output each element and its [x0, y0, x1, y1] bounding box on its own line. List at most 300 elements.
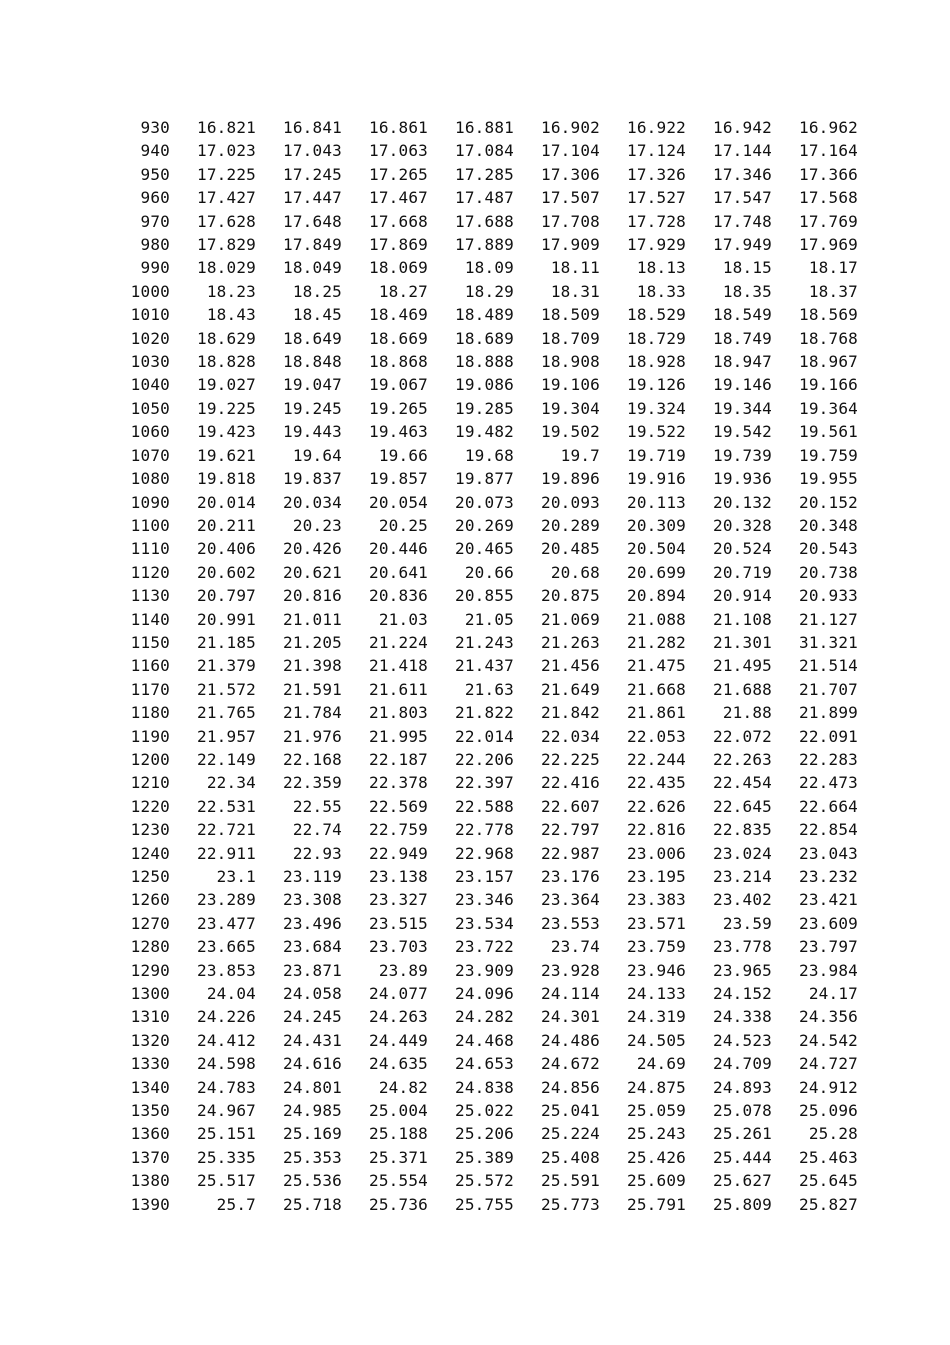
- value-cell: 18.29: [464, 281, 514, 301]
- value-cell: 18.709: [541, 328, 600, 348]
- value-cell: 21.803: [369, 703, 428, 723]
- value-cell: 20.034: [283, 492, 342, 512]
- value-cell: 16.962: [799, 118, 858, 137]
- value-cell: 24.69: [636, 1054, 686, 1074]
- value-cell: 17.728: [627, 211, 686, 231]
- value-cell: 18.27: [378, 281, 428, 301]
- value-cell: 25.609: [627, 1171, 686, 1191]
- value-cell: 23.665: [197, 937, 256, 957]
- value-cell: 23.327: [369, 890, 428, 910]
- value-cell: 20.894: [627, 586, 686, 606]
- row-key-cell: 1130: [130, 586, 170, 606]
- value-cell: 24.523: [713, 1030, 772, 1050]
- value-cell: 19.877: [455, 469, 514, 489]
- row-key-cell: 1050: [130, 398, 170, 418]
- row-key-cell: 1360: [130, 1124, 170, 1144]
- value-cell: 19.086: [455, 375, 514, 395]
- value-cell: 16.841: [283, 118, 342, 137]
- value-cell: 24.338: [713, 1007, 772, 1027]
- value-cell: 22.244: [627, 749, 686, 769]
- value-cell: 17.306: [541, 164, 600, 184]
- value-cell: 22.74: [292, 820, 342, 840]
- value-cell: 17.164: [799, 141, 858, 161]
- value-cell: 20.152: [799, 492, 858, 512]
- value-cell: 22.759: [369, 820, 428, 840]
- value-cell: 22.911: [197, 843, 256, 863]
- value-cell: 23.157: [455, 867, 514, 886]
- value-cell: 25.517: [197, 1171, 256, 1191]
- value-cell: 18.11: [550, 258, 600, 278]
- value-cell: 22.053: [627, 726, 686, 746]
- value-cell: 22.987: [541, 843, 600, 863]
- value-cell: 18.049: [283, 258, 342, 278]
- table-row: [118, 1076, 858, 1099]
- value-cell: 21.976: [283, 726, 342, 746]
- table-row: [118, 1005, 858, 1028]
- row-key-cell: 1280: [130, 937, 170, 957]
- value-cell: 19.245: [283, 398, 342, 418]
- value-cell: 24.058: [283, 984, 342, 1004]
- value-cell: 25.554: [369, 1171, 428, 1191]
- value-cell: 24.077: [369, 984, 428, 1004]
- value-cell: 21.224: [369, 632, 428, 652]
- value-cell: 23.024: [713, 843, 772, 863]
- value-cell: 25.755: [455, 1194, 514, 1214]
- value-cell: 19.719: [627, 445, 686, 465]
- value-cell: 17.427: [197, 188, 256, 208]
- value-cell: 23.797: [799, 937, 858, 957]
- table-row: [118, 491, 858, 514]
- value-cell: 20.309: [627, 515, 686, 535]
- value-cell: 19.443: [283, 422, 342, 442]
- value-cell: 22.014: [455, 726, 514, 746]
- row-key-cell: 960: [140, 188, 170, 208]
- value-cell: 22.149: [197, 749, 256, 769]
- value-cell: 21.127: [799, 609, 858, 629]
- value-cell: 23.496: [283, 913, 342, 933]
- value-cell: 18.43: [206, 305, 256, 325]
- value-cell: 19.482: [455, 422, 514, 442]
- table-row: [118, 912, 858, 935]
- value-cell: 25.022: [455, 1101, 514, 1121]
- value-cell: 17.225: [197, 164, 256, 184]
- value-cell: 25.718: [283, 1194, 342, 1214]
- value-cell: 19.936: [713, 469, 772, 489]
- table-row: [118, 678, 858, 701]
- table-row: [118, 467, 858, 490]
- table-row: [118, 303, 858, 326]
- value-cell: 21.475: [627, 656, 686, 676]
- value-cell: 23.477: [197, 913, 256, 933]
- value-cell: 17.043: [283, 141, 342, 161]
- table-row: [118, 116, 858, 139]
- value-cell: 25.353: [283, 1147, 342, 1167]
- value-cell: 22.091: [799, 726, 858, 746]
- value-cell: 19.857: [369, 469, 428, 489]
- table-row: [118, 1169, 858, 1192]
- value-cell: 21.861: [627, 703, 686, 723]
- value-cell: 18.23: [206, 281, 256, 301]
- value-cell: 25.7: [216, 1194, 256, 1214]
- value-cell: 16.881: [455, 118, 514, 137]
- row-key-cell: 1170: [130, 679, 170, 699]
- value-cell: 17.467: [369, 188, 428, 208]
- value-cell: 17.326: [627, 164, 686, 184]
- value-cell: 21.611: [369, 679, 428, 699]
- value-cell: 20.738: [799, 562, 858, 582]
- value-cell: 23.609: [799, 913, 858, 933]
- value-cell: 20.504: [627, 539, 686, 559]
- value-cell: 23.364: [541, 890, 600, 910]
- value-cell: 20.641: [369, 562, 428, 582]
- value-cell: 17.969: [799, 235, 858, 255]
- value-cell: 24.616: [283, 1054, 342, 1074]
- value-cell: 17.748: [713, 211, 772, 231]
- row-key-cell: 1030: [130, 352, 170, 372]
- value-cell: 18.868: [369, 352, 428, 372]
- value-cell: 20.073: [455, 492, 514, 512]
- row-key-cell: 1180: [130, 703, 170, 723]
- value-cell: 25.096: [799, 1101, 858, 1121]
- value-cell: 19.502: [541, 422, 600, 442]
- value-cell: 22.168: [283, 749, 342, 769]
- value-cell: 22.968: [455, 843, 514, 863]
- value-cell: 17.366: [799, 164, 858, 184]
- value-cell: 16.821: [197, 118, 256, 137]
- value-cell: 20.602: [197, 562, 256, 582]
- value-cell: 18.689: [455, 328, 514, 348]
- value-cell: 25.243: [627, 1124, 686, 1144]
- row-key-cell: 1040: [130, 375, 170, 395]
- table-row: [118, 1146, 858, 1169]
- value-cell: 24.598: [197, 1054, 256, 1074]
- value-cell: 17.829: [197, 235, 256, 255]
- value-cell: 16.942: [713, 118, 772, 137]
- value-cell: 23.346: [455, 890, 514, 910]
- value-cell: 18.09: [464, 258, 514, 278]
- value-cell: 23.946: [627, 960, 686, 980]
- row-key-cell: 970: [140, 211, 170, 231]
- value-cell: 24.17: [808, 984, 858, 1004]
- value-cell: 25.572: [455, 1171, 514, 1191]
- value-cell: 23.214: [713, 867, 772, 886]
- value-cell: 31.321: [799, 632, 858, 652]
- value-cell: 24.486: [541, 1030, 600, 1050]
- table-row: [118, 397, 858, 420]
- value-cell: 23.59: [722, 913, 772, 933]
- table-row: [118, 654, 858, 677]
- value-cell: 17.929: [627, 235, 686, 255]
- value-cell: 24.412: [197, 1030, 256, 1050]
- value-cell: 25.004: [369, 1101, 428, 1121]
- value-cell: 19.837: [283, 469, 342, 489]
- value-cell: 22.378: [369, 773, 428, 793]
- value-cell: 22.778: [455, 820, 514, 840]
- value-cell: 18.649: [283, 328, 342, 348]
- value-cell: 22.569: [369, 796, 428, 816]
- value-cell: 21.514: [799, 656, 858, 676]
- value-cell: 18.31: [550, 281, 600, 301]
- value-cell: 25.188: [369, 1124, 428, 1144]
- table-row: [118, 748, 858, 771]
- value-cell: 22.588: [455, 796, 514, 816]
- value-cell: 22.225: [541, 749, 600, 769]
- value-cell: 25.463: [799, 1147, 858, 1167]
- value-cell: 20.933: [799, 586, 858, 606]
- value-cell: 19.146: [713, 375, 772, 395]
- value-cell: 21.572: [197, 679, 256, 699]
- value-cell: 21.243: [455, 632, 514, 652]
- value-cell: 23.515: [369, 913, 428, 933]
- value-cell: 16.861: [369, 118, 428, 137]
- value-cell: 23.006: [627, 843, 686, 863]
- value-cell: 20.093: [541, 492, 600, 512]
- value-cell: 24.449: [369, 1030, 428, 1050]
- value-cell: 24.431: [283, 1030, 342, 1050]
- value-cell: 22.531: [197, 796, 256, 816]
- value-cell: 20.699: [627, 562, 686, 582]
- table-row: [118, 163, 858, 186]
- value-cell: 24.468: [455, 1030, 514, 1050]
- value-cell: 24.152: [713, 984, 772, 1004]
- table-row: [118, 1029, 858, 1052]
- row-key-cell: 1100: [130, 515, 170, 535]
- value-cell: 19.285: [455, 398, 514, 418]
- row-key-cell: 1260: [130, 890, 170, 910]
- value-cell: 17.527: [627, 188, 686, 208]
- value-cell: 20.211: [197, 515, 256, 535]
- value-cell: 25.773: [541, 1194, 600, 1214]
- value-cell: 25.408: [541, 1147, 600, 1167]
- value-cell: 21.957: [197, 726, 256, 746]
- value-cell: 24.912: [799, 1077, 858, 1097]
- value-cell: 18.45: [292, 305, 342, 325]
- value-cell: 22.416: [541, 773, 600, 793]
- value-cell: 19.106: [541, 375, 600, 395]
- value-cell: 20.797: [197, 586, 256, 606]
- value-cell: 18.13: [636, 258, 686, 278]
- value-cell: 20.836: [369, 586, 428, 606]
- table-row: [118, 186, 858, 209]
- value-cell: 23.232: [799, 867, 858, 886]
- value-cell: 18.529: [627, 305, 686, 325]
- value-cell: 17.447: [283, 188, 342, 208]
- value-cell: 20.132: [713, 492, 772, 512]
- table-row: [118, 373, 858, 396]
- value-cell: 20.426: [283, 539, 342, 559]
- value-cell: 17.849: [283, 235, 342, 255]
- row-key-cell: 1190: [130, 726, 170, 746]
- row-key-cell: 940: [140, 141, 170, 161]
- value-cell: 19.364: [799, 398, 858, 418]
- value-cell: 17.084: [455, 141, 514, 161]
- value-cell: 23.778: [713, 937, 772, 957]
- row-key-cell: 1350: [130, 1101, 170, 1121]
- value-cell: 24.04: [206, 984, 256, 1004]
- value-cell: 21.379: [197, 656, 256, 676]
- value-cell: 20.719: [713, 562, 772, 582]
- value-cell: 24.114: [541, 984, 600, 1004]
- value-cell: 22.034: [541, 726, 600, 746]
- value-cell: 21.456: [541, 656, 600, 676]
- table-row: [118, 1193, 858, 1216]
- value-cell: 19.522: [627, 422, 686, 442]
- value-cell: 19.027: [197, 375, 256, 395]
- value-cell: 19.7: [560, 445, 600, 465]
- value-cell: 21.282: [627, 632, 686, 652]
- value-cell: 17.648: [283, 211, 342, 231]
- value-cell: 19.64: [292, 445, 342, 465]
- value-cell: 20.328: [713, 515, 772, 535]
- value-cell: 23.571: [627, 913, 686, 933]
- value-cell: 19.561: [799, 422, 858, 442]
- value-cell: 22.949: [369, 843, 428, 863]
- value-cell: 19.896: [541, 469, 600, 489]
- value-cell: 24.301: [541, 1007, 600, 1027]
- value-cell: 23.965: [713, 960, 772, 980]
- value-cell: 18.768: [799, 328, 858, 348]
- value-cell: 22.664: [799, 796, 858, 816]
- value-cell: 17.949: [713, 235, 772, 255]
- value-cell: 22.854: [799, 820, 858, 840]
- value-cell: 23.308: [283, 890, 342, 910]
- value-cell: 23.138: [369, 867, 428, 886]
- value-cell: 21.263: [541, 632, 600, 652]
- value-cell: 21.899: [799, 703, 858, 723]
- value-cell: 18.029: [197, 258, 256, 278]
- value-cell: 22.397: [455, 773, 514, 793]
- value-cell: 22.359: [283, 773, 342, 793]
- value-cell: 18.749: [713, 328, 772, 348]
- value-cell: 22.93: [292, 843, 342, 863]
- value-cell: 20.014: [197, 492, 256, 512]
- row-key-cell: 1080: [130, 469, 170, 489]
- value-cell: 21.668: [627, 679, 686, 699]
- value-cell: 22.626: [627, 796, 686, 816]
- table-row: [118, 842, 858, 865]
- value-cell: 20.289: [541, 515, 600, 535]
- value-cell: 25.791: [627, 1194, 686, 1214]
- row-key-cell: 1200: [130, 749, 170, 769]
- value-cell: 23.195: [627, 867, 686, 886]
- value-cell: 20.485: [541, 539, 600, 559]
- row-key-cell: 1230: [130, 820, 170, 840]
- table-row: [118, 631, 858, 654]
- value-cell: 25.078: [713, 1101, 772, 1121]
- table-row: [118, 420, 858, 443]
- value-cell: 17.708: [541, 211, 600, 231]
- value-cell: 21.591: [283, 679, 342, 699]
- row-key-cell: 980: [140, 235, 170, 255]
- value-cell: 18.17: [808, 258, 858, 278]
- value-cell: 19.68: [464, 445, 514, 465]
- value-cell: 25.206: [455, 1124, 514, 1144]
- value-cell: 18.928: [627, 352, 686, 372]
- value-cell: 25.426: [627, 1147, 686, 1167]
- value-cell: 19.047: [283, 375, 342, 395]
- value-cell: 24.356: [799, 1007, 858, 1027]
- value-cell: 17.668: [369, 211, 428, 231]
- value-cell: 25.389: [455, 1147, 514, 1167]
- table-row: [118, 982, 858, 1005]
- value-cell: 21.842: [541, 703, 600, 723]
- row-key-cell: 1120: [130, 562, 170, 582]
- value-cell: 22.721: [197, 820, 256, 840]
- value-cell: 23.383: [627, 890, 686, 910]
- row-key-cell: 1290: [130, 960, 170, 980]
- table-body: [118, 116, 858, 1216]
- value-cell: 23.043: [799, 843, 858, 863]
- value-cell: 25.224: [541, 1124, 600, 1144]
- value-cell: 24.096: [455, 984, 514, 1004]
- table-row: [118, 280, 858, 303]
- value-cell: 19.225: [197, 398, 256, 418]
- value-cell: 24.505: [627, 1030, 686, 1050]
- row-key-cell: 930: [140, 118, 170, 137]
- value-cell: 24.542: [799, 1030, 858, 1050]
- value-cell: 18.908: [541, 352, 600, 372]
- value-cell: 18.469: [369, 305, 428, 325]
- table-row: [118, 818, 858, 841]
- value-cell: 19.621: [197, 445, 256, 465]
- value-cell: 19.759: [799, 445, 858, 465]
- value-cell: 24.967: [197, 1101, 256, 1121]
- value-cell: 20.543: [799, 539, 858, 559]
- value-cell: 20.348: [799, 515, 858, 535]
- row-key-cell: 1140: [130, 609, 170, 629]
- value-cell: 24.672: [541, 1054, 600, 1074]
- row-key-cell: 1070: [130, 445, 170, 465]
- value-cell: 20.269: [455, 515, 514, 535]
- value-cell: 23.176: [541, 867, 600, 886]
- value-cell: 18.967: [799, 352, 858, 372]
- value-cell: 18.33: [636, 281, 686, 301]
- value-cell: 23.74: [550, 937, 600, 957]
- value-cell: 24.82: [378, 1077, 428, 1097]
- value-cell: 16.922: [627, 118, 686, 137]
- row-key-cell: 1310: [130, 1007, 170, 1027]
- value-cell: 24.893: [713, 1077, 772, 1097]
- value-cell: 17.487: [455, 188, 514, 208]
- value-cell: 19.955: [799, 469, 858, 489]
- value-cell: 21.069: [541, 609, 600, 629]
- value-cell: 24.653: [455, 1054, 514, 1074]
- value-cell: 24.875: [627, 1077, 686, 1097]
- value-cell: 17.023: [197, 141, 256, 161]
- row-key-cell: 1250: [130, 867, 170, 886]
- value-cell: 21.495: [713, 656, 772, 676]
- value-cell: 24.282: [455, 1007, 514, 1027]
- value-cell: 25.444: [713, 1147, 772, 1167]
- value-cell: 23.871: [283, 960, 342, 980]
- value-cell: 21.011: [283, 609, 342, 629]
- row-key-cell: 990: [140, 258, 170, 278]
- value-cell: 23.289: [197, 890, 256, 910]
- value-cell: 20.524: [713, 539, 772, 559]
- value-cell: 23.928: [541, 960, 600, 980]
- row-key-cell: 1240: [130, 843, 170, 863]
- row-key-cell: 1010: [130, 305, 170, 325]
- value-cell: 17.769: [799, 211, 858, 231]
- value-cell: 17.507: [541, 188, 600, 208]
- value-cell: 25.736: [369, 1194, 428, 1214]
- value-cell: 21.03: [378, 609, 428, 629]
- value-cell: 21.185: [197, 632, 256, 652]
- value-cell: 19.344: [713, 398, 772, 418]
- value-cell: 22.645: [713, 796, 772, 816]
- value-cell: 20.68: [550, 562, 600, 582]
- value-cell: 19.265: [369, 398, 428, 418]
